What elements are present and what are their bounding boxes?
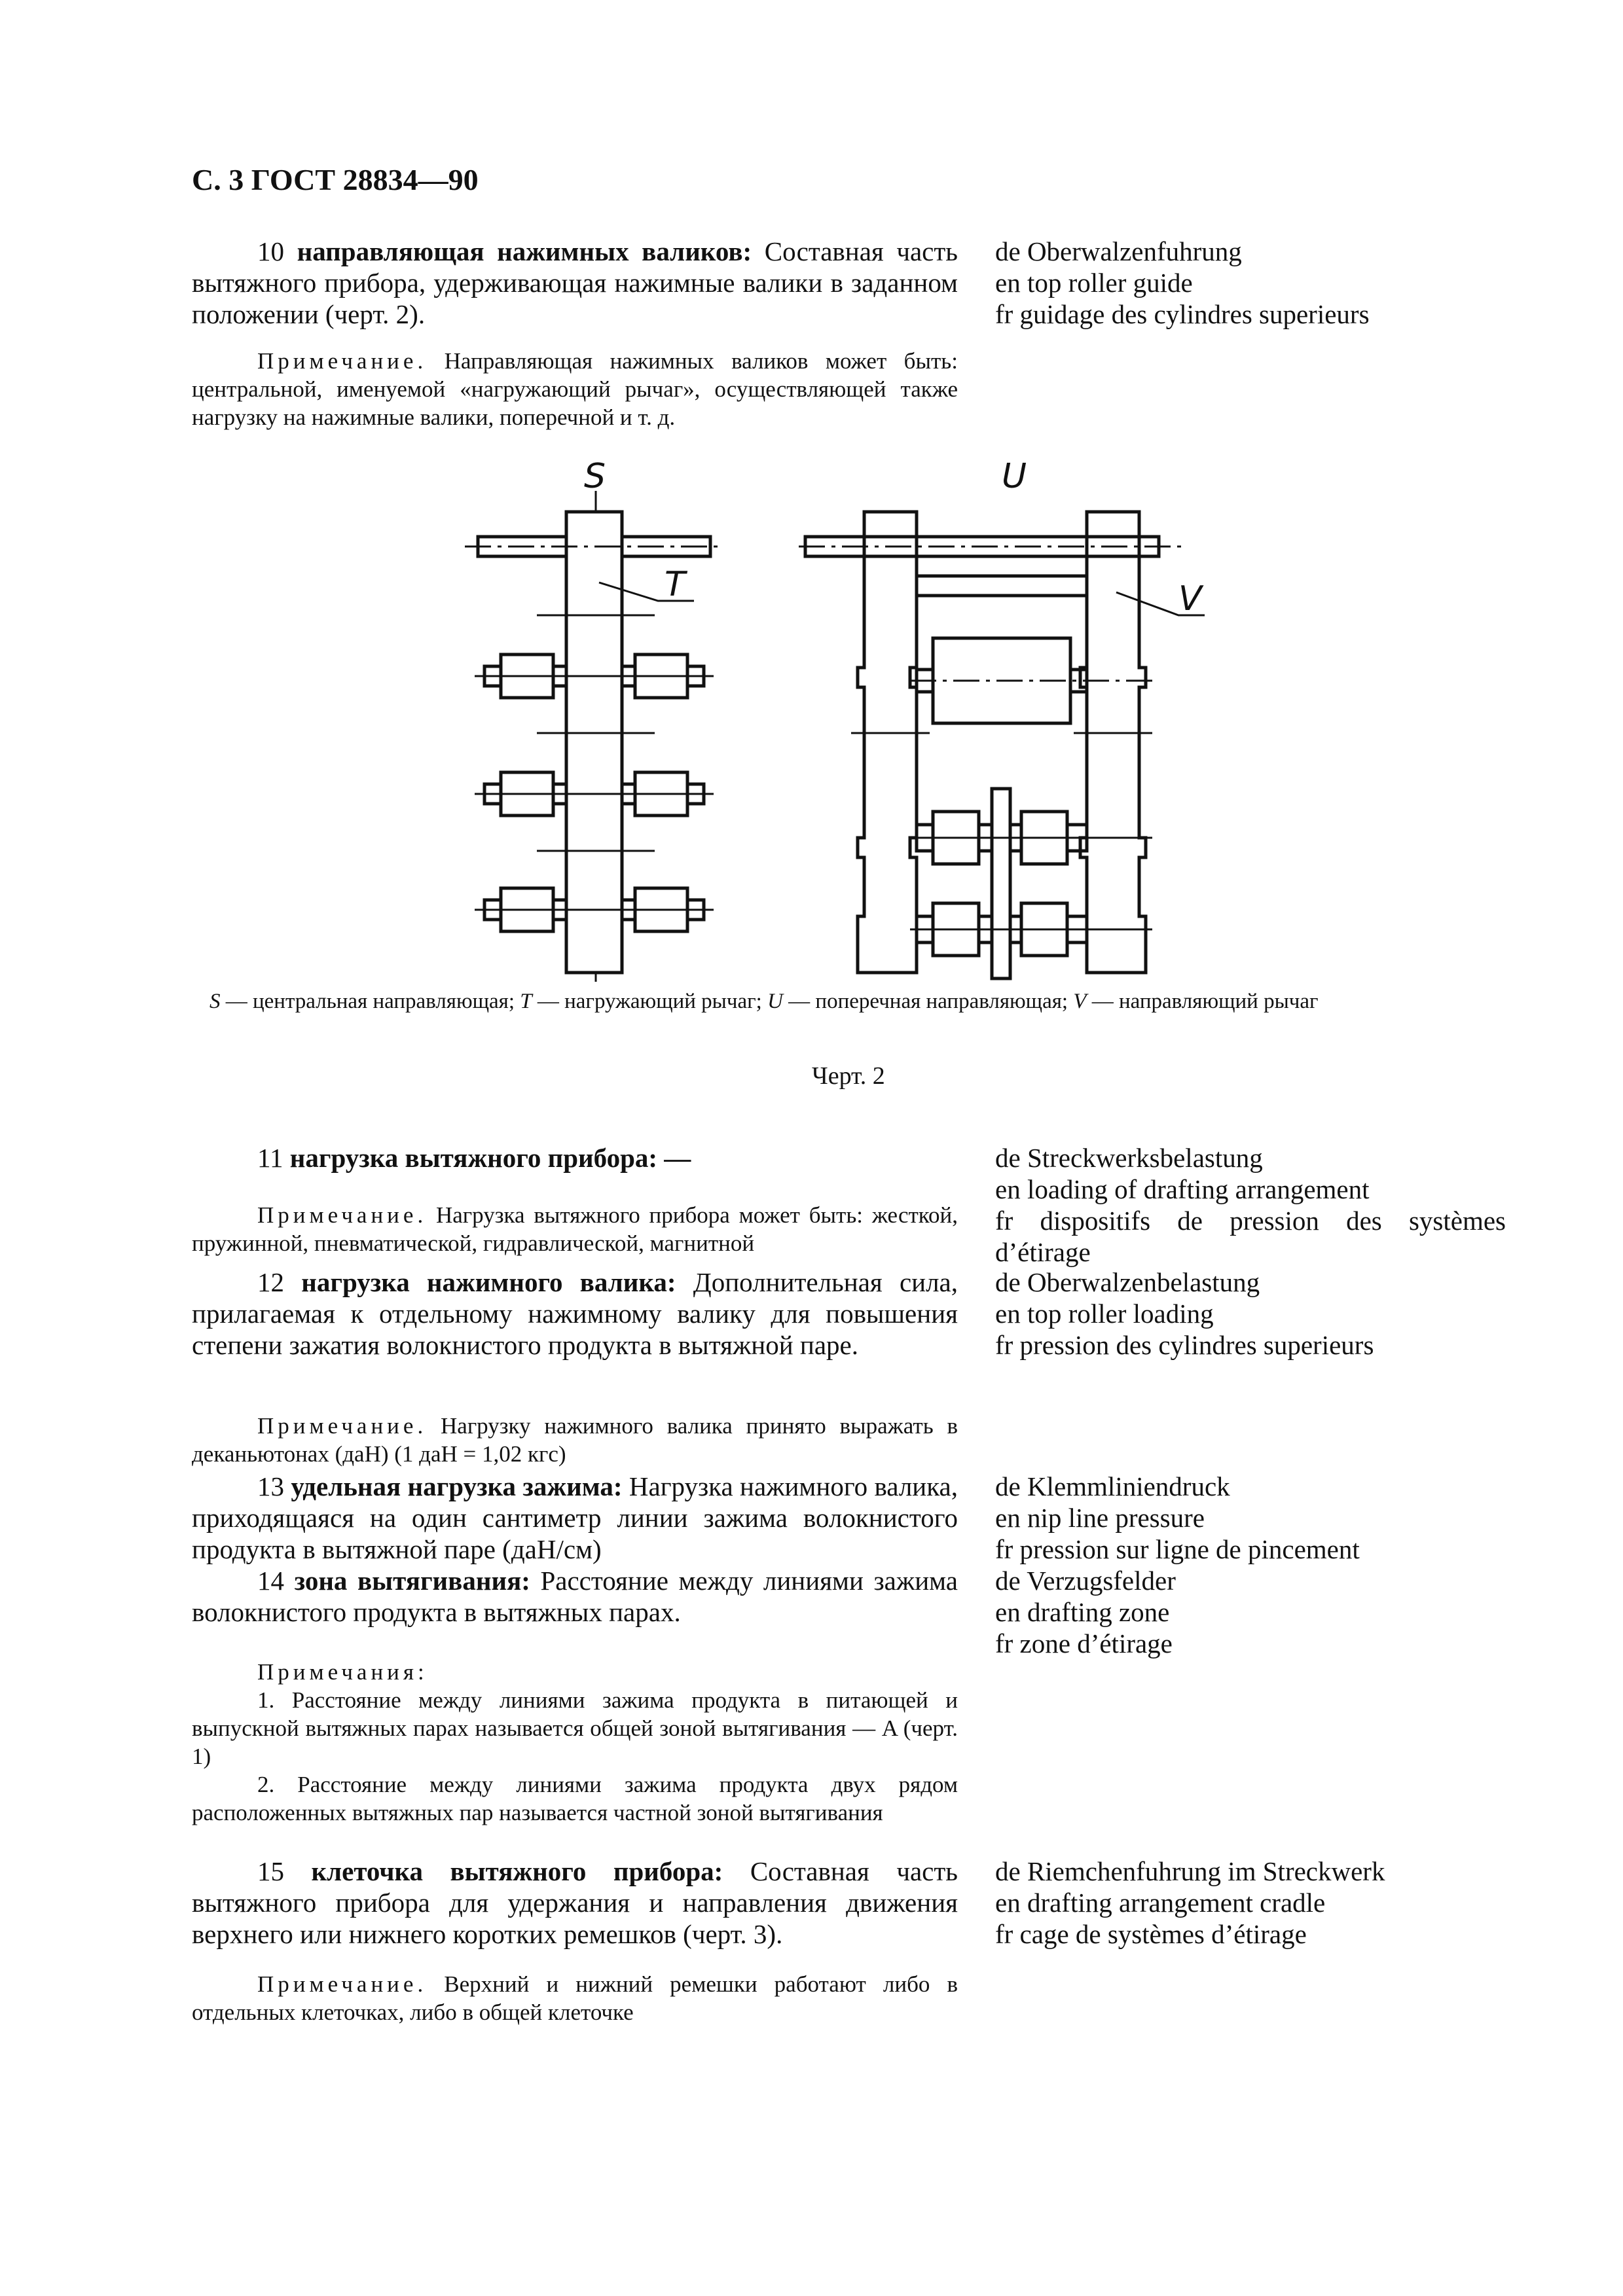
item-11-note-text: Нагрузка вытяжного прибора может быть: жесткой, пружинной, пневматической, гидравлической, магнитной (192, 1202, 958, 1256)
label-T: T (665, 565, 685, 604)
item-10-note-label: Примечание. (257, 348, 428, 374)
item-10-num: 10 (257, 236, 284, 266)
caption-U-text: — поперечная направляющая; (782, 990, 1074, 1013)
item-12-fr: fr pression des cylindres superieurs (995, 1330, 1374, 1360)
roller-row-3 (475, 888, 714, 931)
caption-T-letter: T (520, 990, 532, 1013)
item-10-note-text: Направляющая нажимных валиков может быть: центральной, именуемой «нагружающий рычаг», осуществляющей также нагрузку на нажимные валики, поперечной и т. д. (192, 348, 958, 430)
item-12-en: en top roller loading (995, 1299, 1214, 1329)
item-12-note-label: Примечание. (257, 1413, 428, 1439)
item-10-en: en top roller guide (995, 268, 1193, 298)
item-13-de: de Klemmliniendruck (995, 1471, 1230, 1501)
item-15-de: de Riemchenfuhrung im Streckwerk (995, 1856, 1385, 1886)
roller-row-1 (475, 655, 714, 698)
item-15-num: 15 (257, 1856, 284, 1886)
item-14-term: зона вытягивания: (294, 1566, 530, 1596)
item-11-note (192, 1201, 958, 1257)
caption-V-letter: V (1073, 990, 1087, 1013)
item-11-en: en loading of drafting arrangement (995, 1174, 1370, 1204)
caption-T-text: — нагружающий рычаг; (532, 990, 768, 1013)
item-13-definition (192, 1471, 958, 1565)
item-15-text: Составная часть вытяжного прибора для удержания и направления движения верхнего или нижнего коротких ремешков (черт. 3). (192, 1856, 958, 1949)
item-15-note-text: Верхний и нижний ремешки работают либо в отдельных клеточках, либо в общей клеточке (192, 1971, 958, 2025)
item-11-translations (995, 1142, 1506, 1268)
label-V: V (1178, 579, 1202, 619)
caption-S-text: — центральная направляющая; (220, 990, 520, 1013)
item-12-text: Дополнительная сила, прилагаемая к отдельному нажимному валику для повышения степени зажатия волокнистого продукта в вытяжной паре. (192, 1267, 958, 1360)
caption-V-text: — направляющий рычаг (1086, 990, 1319, 1013)
figure-title: Черт. 2 (812, 1062, 885, 1090)
item-14-note-1: 1. Расстояние между линиями зажима продукта в питающей и выпускной вытяжных парах называется общей зоной вытягивания — A (черт. 1) (192, 1687, 958, 1769)
item-15-note (192, 1970, 958, 2026)
item-14-de: de Verzugsfelder (995, 1566, 1176, 1596)
item-13-en: en nip line pressure (995, 1503, 1205, 1533)
item-14-note-2: 2. Расстояние между линиями зажима продукта двух рядом расположенных вытяжных пар называется частной зоной вытягивания (192, 1772, 958, 1825)
page-header: С. 3 ГОСТ 28834—90 (192, 163, 479, 196)
item-12-de: de Oberwalzenbelastung (995, 1267, 1260, 1297)
item-12-translations (995, 1266, 1506, 1361)
item-13-fr: fr pression sur ligne de pincement (995, 1534, 1360, 1564)
item-13-term: удельная нагрузка зажима: (291, 1471, 623, 1501)
item-14-text: Расстояние между линиями зажима волокнистого продукта в вытяжных парах. (192, 1566, 958, 1627)
item-12-definition (192, 1266, 958, 1361)
drafting-diagram (458, 458, 1257, 982)
item-10-note (192, 347, 958, 431)
item-14-num: 14 (257, 1566, 284, 1596)
item-14-fr: fr zone d’étirage (995, 1628, 1173, 1659)
item-11-definition (192, 1142, 958, 1174)
item-13-text: Нагрузка нажимного валика, приходящаяся на один сантиметр линии зажима волокнистого продукта в вытяжной паре (даН/см) (192, 1471, 958, 1564)
roller-row-2 (475, 772, 714, 816)
item-12-term: нагрузка нажимного валика: (301, 1267, 676, 1297)
central-guide-drawing (465, 458, 720, 982)
item-10-de: de Oberwalzenfuhrung (995, 236, 1242, 266)
item-10-translations (995, 236, 1506, 330)
item-15-note-label: Примечание. (257, 1971, 428, 1997)
item-11-de: de Streckwerksbelastung (995, 1143, 1263, 1173)
caption-S-letter: S (210, 990, 221, 1013)
item-13-num: 13 (257, 1471, 284, 1501)
item-10-term: направляющая нажимных валиков: (297, 236, 752, 266)
caption-U-letter: U (767, 990, 783, 1013)
item-12-note (192, 1412, 958, 1468)
item-15-en: en drafting arrangement cradle (995, 1888, 1326, 1918)
item-15-term: клеточка вытяжного прибора: (311, 1856, 723, 1886)
label-S: S (584, 458, 606, 496)
item-10-fr: fr guidage des cylindres superieurs (995, 299, 1370, 329)
item-10-text: Составная часть вытяжного прибора, удерживающая нажимные валики в заданном положении (черт. 2). (192, 236, 958, 329)
item-14-notes (192, 1658, 958, 1827)
item-14-en: en drafting zone (995, 1597, 1170, 1627)
item-11-num: 11 (257, 1143, 283, 1173)
item-13-translations (995, 1471, 1506, 1565)
item-14-note-label: Примечания: (257, 1659, 428, 1685)
item-12-note-text: Нагрузку нажимного валика принято выражать в деканьютонах (даН) (1 даН = 1,02 кгс) (192, 1413, 958, 1467)
item-12-num: 12 (257, 1267, 284, 1297)
item-11-fr: fr dispositifs de pression des systèmes d’étirage (995, 1206, 1506, 1267)
item-15-translations (995, 1856, 1506, 1950)
item-10-definition (192, 236, 958, 330)
item-11-note-label: Примечание. (257, 1202, 428, 1228)
figure-caption (210, 990, 1319, 1014)
item-15-definition (192, 1856, 958, 1950)
item-14-translations (995, 1565, 1506, 1659)
item-15-fr: fr cage de systèmes d’étirage (995, 1919, 1307, 1949)
label-U: U (1002, 458, 1027, 496)
item-11-term: нагрузка вытяжного прибора: — (289, 1143, 691, 1173)
transverse-guide-drawing (799, 458, 1205, 978)
item-14-definition (192, 1565, 958, 1628)
